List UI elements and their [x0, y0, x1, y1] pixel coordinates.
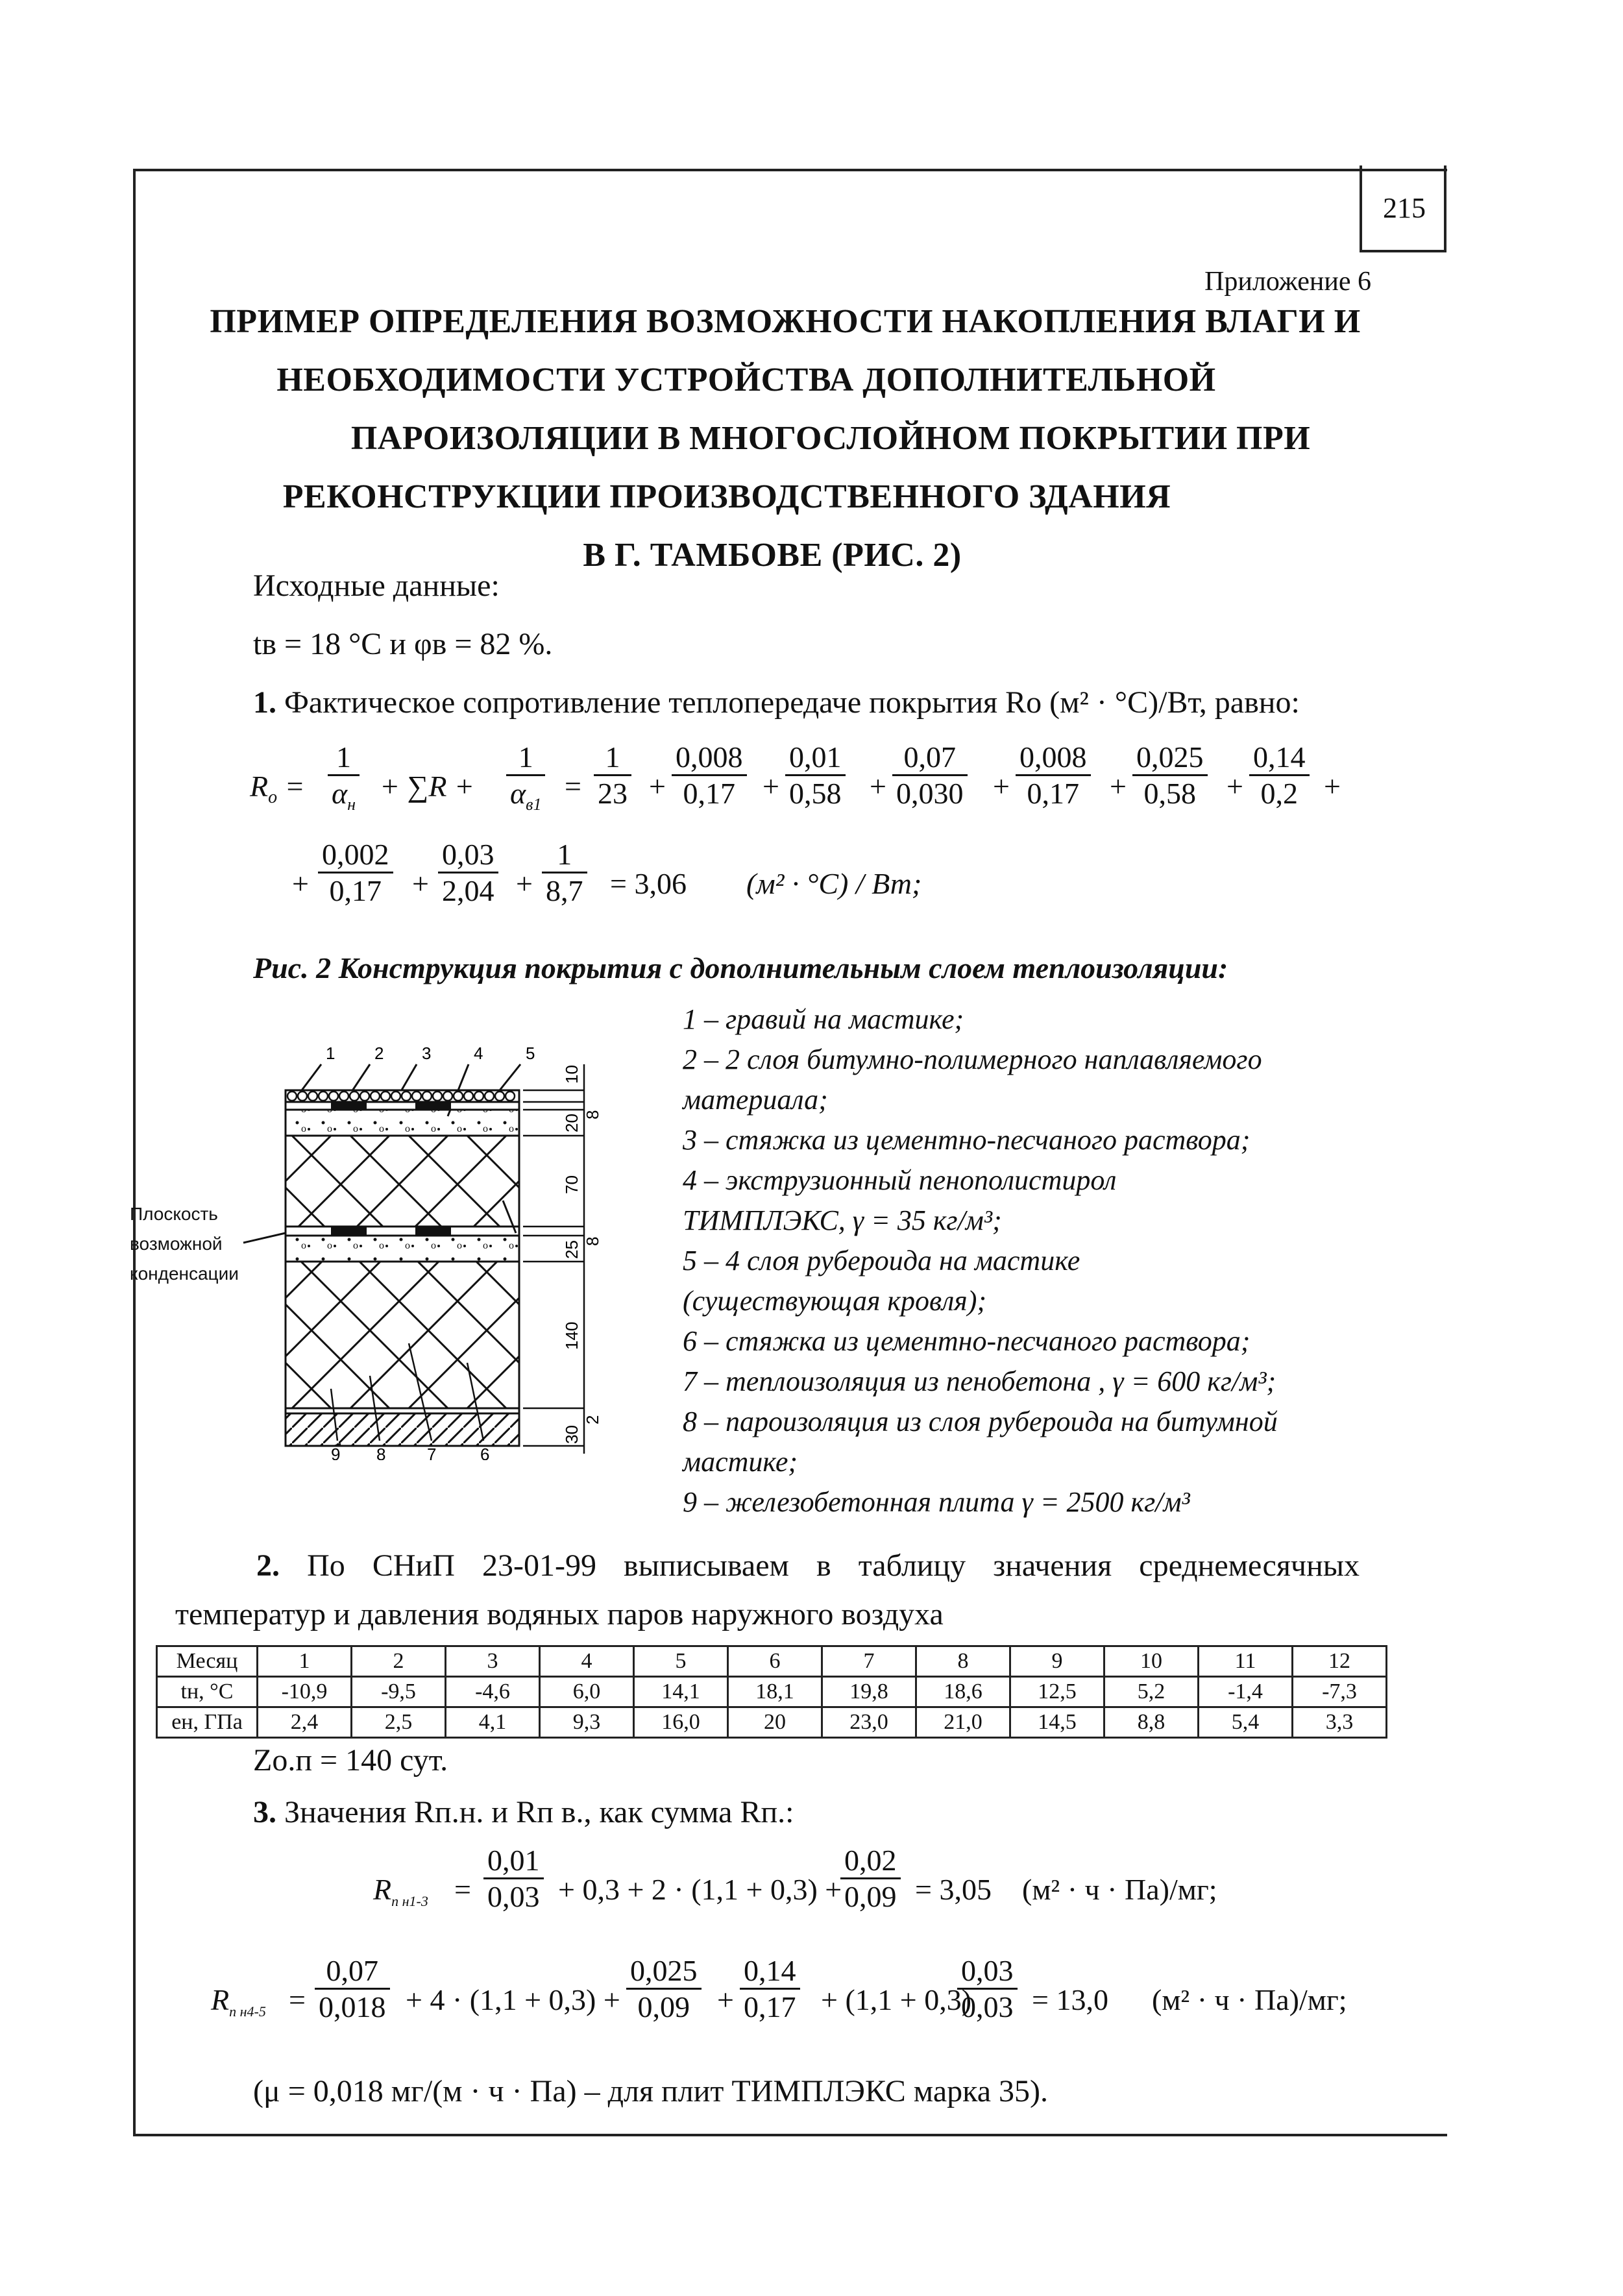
title-line-5: В Г. ТАМБОВЕ (РИС. 2) — [583, 537, 962, 574]
f1-frac-7-d: 0,2 — [1260, 777, 1298, 810]
f3-result: = 13,0 — [1032, 1983, 1108, 2016]
f1-frac-4-n: 0,07 — [892, 740, 968, 776]
legend-item-2b: материала; — [683, 1084, 828, 1116]
formula-ro-line2: + $\frac{0,002}{0,17}$ + $\frac{0,03}{2,04}$ + $\frac{1}{8,7}$ = 3,06 (м² · °С) / Вт; — [292, 838, 922, 907]
f1-frac-2-n: 0,008 — [672, 740, 747, 776]
legend-item-1: 1 – гравий на мастике; — [683, 1003, 964, 1035]
initial-data-values: tв = 18 °С и φв = 82 %. — [253, 627, 553, 661]
page-number-rail — [1444, 165, 1446, 250]
table-cell: 7 — [822, 1646, 916, 1677]
f3-frac-d-n: 0,03 — [957, 1953, 1018, 1990]
legend-item-4: 4 – экструзионный пенополистирол — [683, 1164, 1117, 1196]
fig-label-4: 4 — [474, 1044, 483, 1063]
step2-line1 — [256, 1548, 1360, 1583]
legend-item-3: 3 – стяжка из цементно-песчаного раствора; — [683, 1124, 1251, 1156]
mu-note: (μ = 0,018 мг/(м · ч · Па) – для плит ТИМПЛЭКС марка 35). — [253, 2074, 1049, 2108]
f1-frac-8-n: 0,002 — [318, 837, 393, 873]
f2-result: = 3,05 — [915, 1873, 992, 1906]
title-line-2: НЕОБХОДИМОСТИ УСТРОЙСТВА ДОПОЛНИТЕЛЬНОЙ — [276, 361, 1216, 398]
f3-frac-c-n: 0,14 — [740, 1953, 800, 1990]
f1-frac-7-n: 0,14 — [1249, 740, 1310, 776]
legend-item-9: 9 – железобетонная плита γ = 2500 кг/м³ — [683, 1486, 1190, 1518]
legend-item-5: 5 – 4 слоя рубероида на мастике — [683, 1245, 1080, 1276]
f1-frac-6-d: 0,58 — [1143, 777, 1196, 810]
table-cell: 5 — [634, 1646, 728, 1677]
table-cell: Месяц — [157, 1646, 258, 1677]
dim-2: 2 — [583, 1415, 602, 1424]
f1-units: (м² · °С) / Вт; — [746, 867, 922, 900]
f2-frac-a-n: 0,01 — [483, 1843, 544, 1879]
dim-140: 140 — [562, 1321, 581, 1350]
table-cell: 5,2 — [1104, 1677, 1199, 1707]
table-cell: 9,3 — [540, 1707, 634, 1738]
f2-lhs: R — [373, 1873, 392, 1906]
legend-item-5b: (существующая кровля); — [683, 1285, 987, 1317]
initial-data-label: Исходные данные: — [253, 568, 500, 603]
f1-frac-9-n: 0,03 — [438, 837, 498, 873]
table-cell: 21,0 — [916, 1707, 1010, 1738]
condensation-label-line3: конденсации — [130, 1264, 239, 1284]
fig-label-6: 6 — [480, 1445, 490, 1460]
fig-label-8: 8 — [376, 1445, 386, 1460]
figure-caption: Рис. 2 Конструкция покрытия с дополнительным слоем теплоизоляции: — [253, 951, 1228, 984]
f3-frac-d-d: 0,03 — [961, 1990, 1014, 2023]
table-cell: 12,5 — [1010, 1677, 1104, 1707]
f2-frac-b-n: 0,02 — [840, 1843, 901, 1879]
f1-frac-1-d: 23 — [598, 777, 628, 810]
f2-units: (м² · ч · Па)/мг; — [1022, 1873, 1217, 1906]
formula-rp-1-3: $R_{п н1-3}$ = $\frac{0,01}{0,03}$ + 0,3 + 2 · (1,1 + 0,3) + $\frac{0,02}{0,09}$ = 3,05 (м² · ч · Па)/мг; — [373, 1844, 1217, 1913]
table-cell: 6,0 — [540, 1677, 634, 1707]
table-header-row — [157, 1646, 1387, 1677]
f2-frac-b-d: 0,09 — [844, 1880, 897, 1913]
table-cell: 2,4 — [258, 1707, 352, 1738]
table-cell: 1 — [258, 1646, 352, 1677]
table-cell: 5,4 — [1199, 1707, 1293, 1738]
table-cell: 4 — [540, 1646, 634, 1677]
table-cell: 16,0 — [634, 1707, 728, 1738]
fig-label-7: 7 — [427, 1445, 437, 1460]
f1-result: = 3,06 — [610, 867, 687, 900]
dim-8a: 8 — [583, 1110, 602, 1119]
table-cell: 3 — [446, 1646, 540, 1677]
legend-item-8b: мастике; — [683, 1446, 798, 1478]
legend-item-7: 7 – теплоизоляция из пенобетона , γ = 600 кг/м³; — [683, 1365, 1276, 1397]
appendix-label: Приложение 6 — [1204, 267, 1371, 297]
table-cell: 18,1 — [728, 1677, 822, 1707]
page-frame-top — [133, 169, 1447, 171]
table-cell: 6 — [728, 1646, 822, 1677]
title-line-3: ПАРОИЗОЛЯЦИИ В МНОГОСЛОЙНОМ ПОКРЫТИИ ПРИ — [350, 420, 1311, 457]
f3-frac-b-d: 0,09 — [637, 1990, 690, 2023]
table-cell: 14,1 — [634, 1677, 728, 1707]
legend-item-2: 2 – 2 слоя битумно-полимерного наплавляемого — [683, 1044, 1262, 1075]
legend-item-6: 6 – стяжка из цементно-песчаного раствора; — [683, 1325, 1251, 1357]
table-cell: 20 — [728, 1707, 822, 1738]
table-cell: 11 — [1199, 1646, 1293, 1677]
table-cell: 2 — [352, 1646, 446, 1677]
table-cell: -7,3 — [1293, 1677, 1387, 1707]
f1-frac-3-d: 0,58 — [789, 777, 842, 810]
step2-line2: температур и давления водяных паров наружного воздуха — [175, 1597, 944, 1631]
table-cell: eн, ГПа — [157, 1707, 258, 1738]
title-line-4: РЕКОНСТРУКЦИИ ПРОИЗВОДСТВЕННОГО ЗДАНИЯ — [282, 478, 1171, 515]
f1-frac-9-d: 2,04 — [442, 874, 494, 907]
formula-rp-4-5: $R_{п н4-5}$ = $\frac{0,07}{0,018}$ + 4 · (1,1 + 0,3) + $\frac{0,025}{0,09}$ + $\frac{0,14}{0,17}$ + (1,1 + 0,3) $\frac{0,03}{0,03}$ = 13,0 (м² · ч · Па)/мг; — [211, 1954, 1347, 2023]
dim-30: 30 — [562, 1425, 581, 1444]
table-cell: -9,5 — [352, 1677, 446, 1707]
table-cell: 19,8 — [822, 1677, 916, 1707]
page-frame-left — [133, 169, 136, 2135]
legend-item-4b: ТИМПЛЭКС, γ = 35 кг/м³; — [683, 1204, 1002, 1236]
f1-frac-3-n: 0,01 — [785, 740, 846, 776]
f1-frac-10-d: 8,7 — [546, 874, 583, 907]
f1-frac-1-n: 1 — [594, 740, 631, 776]
legend-item-8: 8 – пароизоляция из слоя рубероида на битумной — [683, 1406, 1278, 1437]
condensation-label-line1: Плоскость — [130, 1204, 218, 1224]
f1-frac-4-d: 0,030 — [896, 777, 964, 810]
f2-frac-a-d: 0,03 — [487, 1880, 540, 1913]
figure-legend — [683, 999, 1461, 1522]
condensation-plane-label — [130, 1199, 239, 1289]
table-row-pressure — [157, 1707, 1387, 1738]
step1-text: Фактическое сопротивление теплопередаче покрытия Rо (м² · °С)/Вт, равно: — [284, 685, 1300, 720]
table-cell: -1,4 — [1199, 1677, 1293, 1707]
f3-lhs: R — [211, 1983, 230, 2016]
table-cell: -4,6 — [446, 1677, 540, 1707]
f3-frac-c-d: 0,17 — [744, 1990, 796, 2023]
f1-frac-5-d: 0,17 — [1027, 777, 1079, 810]
f3-frac-b-n: 0,025 — [626, 1953, 702, 1990]
step1-number: 1. — [253, 685, 276, 720]
dim-8b: 8 — [583, 1236, 602, 1246]
table-cell: -10,9 — [258, 1677, 352, 1707]
fig-label-1: 1 — [326, 1044, 336, 1063]
fig-label-2: 2 — [374, 1044, 384, 1063]
table-cell: 3,3 — [1293, 1707, 1387, 1738]
table-cell: 8,8 — [1104, 1707, 1199, 1738]
f1-frac-2-d: 0,17 — [683, 777, 735, 810]
table-cell: tн, °С — [157, 1677, 258, 1707]
dim-20: 20 — [562, 1114, 581, 1132]
f3-units: (м² · ч · Па)/мг; — [1152, 1983, 1347, 2016]
f3-lhs-sub: п н4-5 — [229, 2003, 266, 2020]
table-cell: 2,5 — [352, 1707, 446, 1738]
f2-lhs-sub: п н1-3 — [391, 1893, 428, 1910]
f3-mid2: + (1,1 + 0,3) — [821, 1983, 972, 2016]
fig-label-9: 9 — [331, 1445, 341, 1460]
f2-mid: + 0,3 + 2 · (1,1 + 0,3) + — [558, 1873, 842, 1906]
fig-label-3: 3 — [422, 1044, 432, 1063]
table-row-temperature — [157, 1677, 1387, 1707]
step3-number: 3. — [253, 1795, 276, 1829]
f1-frac-6-n: 0,025 — [1132, 740, 1208, 776]
step2-number: 2. — [256, 1548, 280, 1583]
f3-frac-a-n: 0,07 — [315, 1953, 390, 1990]
f1-frac-5-n: 0,008 — [1016, 740, 1091, 776]
f3-mid1: + 4 · (1,1 + 0,3) + — [406, 1983, 620, 2016]
formula-ro-line1: $R_o$ = 1 $\alpha_н$ + ∑R + 1 $\alpha_{в1}$ = $\frac{1}{23}$ + $\frac{0,008}{0,17}$ + $\frac{0,01}{0,58}$ + $\frac{0,07}{0,030}$ + $\frac{0,008}{0,17}$ + $\frac{0,025}{0,58}$ + $\frac{0,14}{0,2}$ + — [250, 740, 1341, 814]
step2-text: По СНиП 23-01-99 выписываем в таблицу значения среднемесячных — [307, 1548, 1360, 1583]
table-cell: 14,5 — [1010, 1707, 1104, 1738]
climate-table — [156, 1645, 1387, 1739]
dim-70: 70 — [562, 1175, 581, 1194]
table-cell: 9 — [1010, 1646, 1104, 1677]
table-cell: 18,6 — [916, 1677, 1010, 1707]
heating-period: Zо.п = 140 сут. — [253, 1743, 448, 1777]
table-cell: 10 — [1104, 1646, 1199, 1677]
fig-label-5: 5 — [526, 1044, 535, 1063]
table-cell: 4,1 — [446, 1707, 540, 1738]
page-number: 215 — [1360, 165, 1446, 252]
table-cell: 12 — [1293, 1646, 1387, 1677]
step3-text: Значения Rп.н. и Rп в., как сумма Rп.: — [284, 1795, 794, 1829]
f1-frac-8-d: 0,17 — [329, 874, 382, 907]
f1-frac-10-n: 1 — [542, 837, 587, 873]
dim-10: 10 — [562, 1065, 581, 1084]
table-cell: 23,0 — [822, 1707, 916, 1738]
dim-25: 25 — [562, 1240, 581, 1259]
page-frame-bottom — [133, 2134, 1447, 2136]
condensation-label-line2: возможной — [130, 1234, 223, 1254]
f3-frac-a-d: 0,018 — [319, 1990, 386, 2023]
title-line-1: ПРИМЕР ОПРЕДЕЛЕНИЯ ВОЗМОЖНОСТИ НАКОПЛЕНИЯ ВЛАГИ И — [210, 303, 1361, 340]
table-cell: 8 — [916, 1646, 1010, 1677]
